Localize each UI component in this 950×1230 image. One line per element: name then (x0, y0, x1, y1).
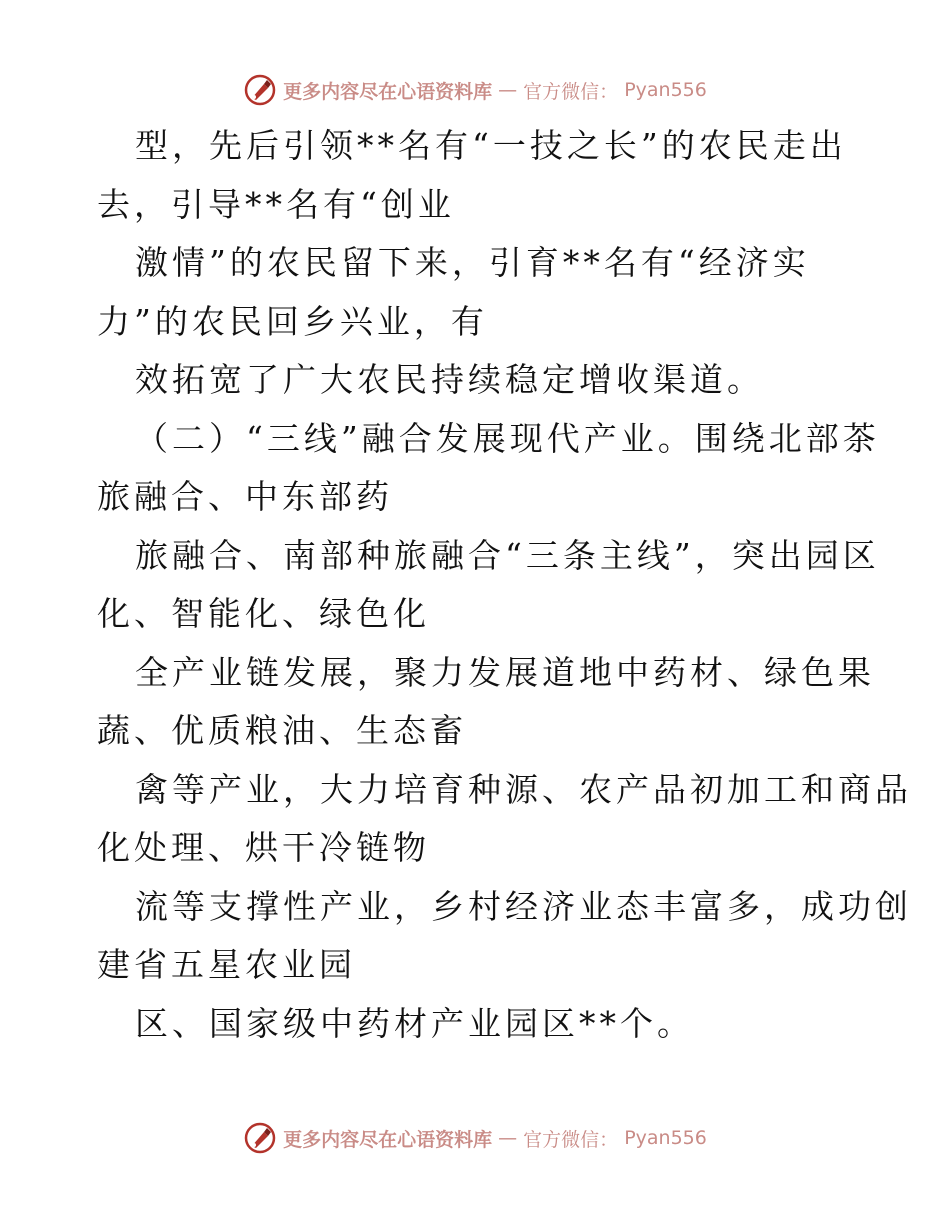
body-line: 流等支撑性产业，乡村经济业态丰富多，成功创 (135, 886, 912, 926)
pen-logo-icon (243, 73, 277, 107)
body-line: 禽等产业，大力培育种源、农产品初加工和商品 (135, 769, 912, 809)
watermark-official-label: 官方微信： (523, 1128, 619, 1151)
header-watermark (0, 70, 950, 110)
body-line: 旅融合、中东部药 (97, 477, 393, 516)
body-line: 建省五星农业园 (97, 945, 356, 984)
watermark-site-text: 更多内容尽在心语资料库 (283, 1128, 493, 1151)
watermark-separator: — (498, 1127, 518, 1149)
body-line: 化、智能化、绿色化 (97, 594, 430, 633)
watermark-site-text: 更多内容尽在心语资料库 (283, 80, 493, 103)
body-line: 蔬、优质粮油、生态畜 (97, 711, 467, 750)
body-line: 效拓宽了广大农民持续稳定增收渠道。 (135, 360, 764, 399)
body-line: 力”的农民回乡兴业，有 (97, 301, 488, 341)
watermark-wechat-id: Pyan556 (624, 79, 707, 101)
body-line: 化处理、烘干冷链物 (97, 828, 430, 867)
section-heading-line: （二）“三线”融合发展现代产业。围绕北部茶 (135, 418, 880, 458)
watermark-official-label: 官方微信： (523, 80, 619, 103)
body-line: 旅融合、南部种旅融合“三条主线”，突出园区 (135, 535, 880, 575)
body-line: 全产业链发展，聚力发展道地中药材、绿色果 (135, 652, 875, 692)
watermark-wechat-id: Pyan556 (624, 1127, 707, 1149)
watermark-separator: — (498, 79, 518, 101)
body-line: 区、国家级中药材产业园区**个。 (135, 1003, 694, 1043)
pen-logo-icon (243, 1121, 277, 1155)
body-line: 去，引导**名有“创业 (97, 184, 455, 224)
footer-watermark (0, 1118, 950, 1158)
document-body (0, 117, 950, 1053)
body-line: 激情”的农民留下来，引育**名有“经济实 (135, 243, 810, 282)
body-line: 型，先后引领**名有“一技之长”的农民走出 (135, 126, 847, 165)
